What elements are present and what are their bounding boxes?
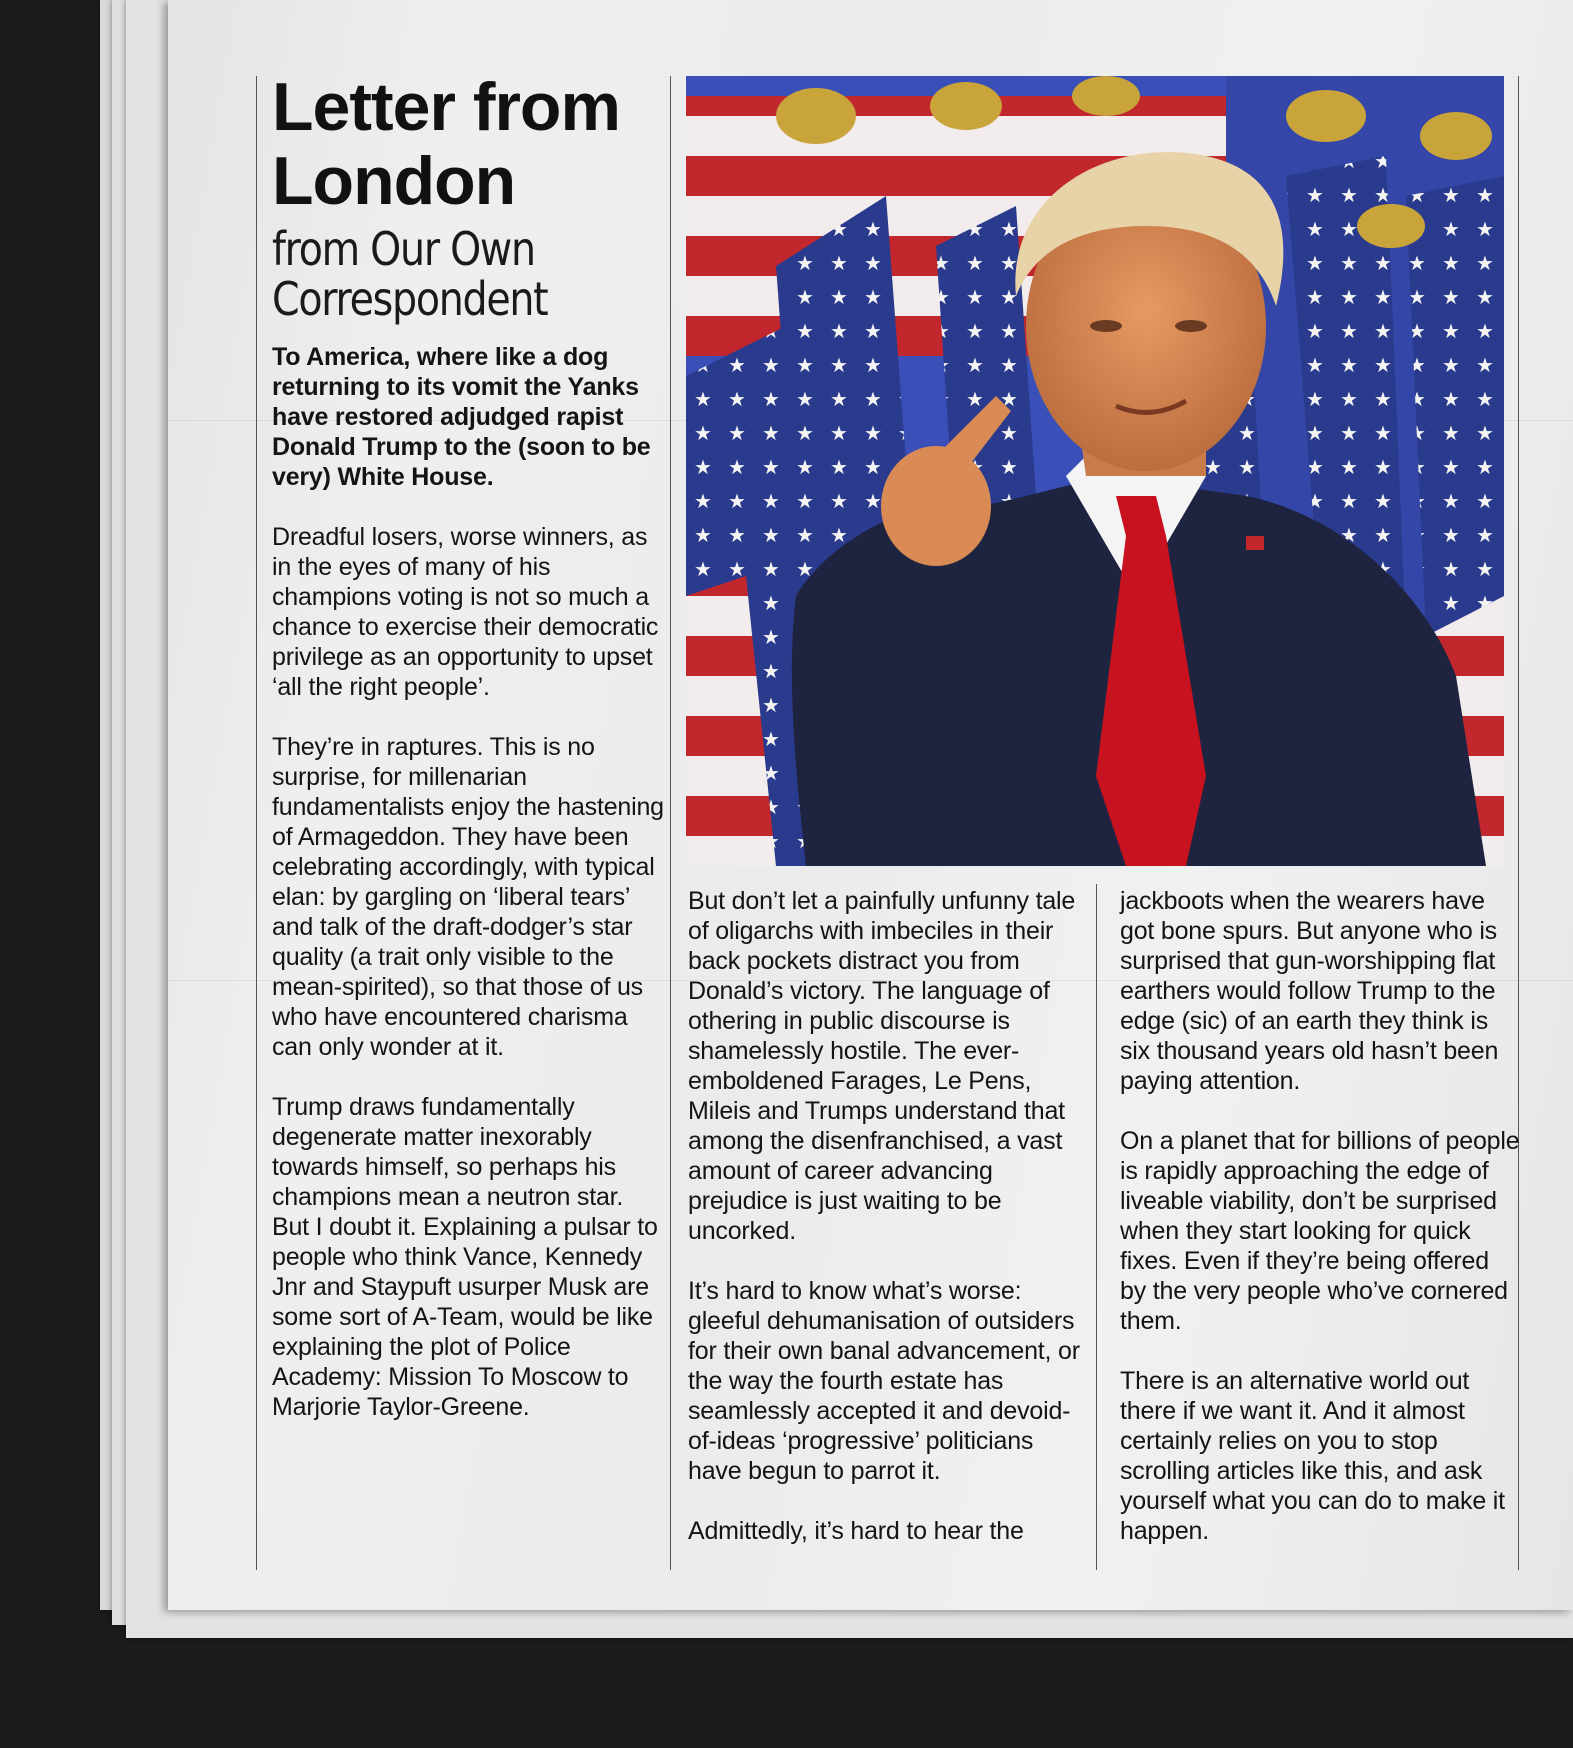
column-rule-2 (1096, 884, 1097, 1570)
body-paragraph: They’re in raptures. This is no surprise, for millenarian fundamentalists enjoy the hastening of Armageddon. They have been celebrating accordingly, with typical elan: by gargling on ‘liberal tears’ and talk of the draft-dodger’s star quality (a trait only visible to the mean-spirited), so that those of us who have encountered charisma can only wonder at it. (272, 733, 664, 1061)
body-paragraph: There is an alternative world out there if we want it. And it almost certainly relies on you to stop scrolling articles like this, and ask yourself what you can do to make it happen. (1120, 1367, 1505, 1545)
body-paragraph: jackboots when the wearers have got bone spurs. But anyone who is surprised that gun-worshipping flat earthers would follow Trump to the edge (sic) of an earth they think is six thousand years old hasn’t been paying attention. (1120, 887, 1499, 1095)
headline (272, 70, 664, 218)
column-rule-1 (670, 76, 671, 1570)
headline-line-2: London (272, 143, 516, 219)
headline-line-1: Letter from (272, 69, 620, 145)
subheadline (272, 224, 668, 324)
body-paragraph: It’s hard to know what’s worse: gleeful dehumanisation of outsiders for their own banal advancement, or the way the fourth estate has seamlessly accepted it and devoid-of-ideas ‘progressive’ politicians have begun to parrot it. (688, 1277, 1080, 1485)
standfirst: To America, where like a dog returning to its vomit the Yanks have restored adjudged rapist Donald Trump to the (soon to be very) White House. (272, 343, 651, 491)
body-paragraph: But don’t let a painfully unfunny tale of oligarchs with imbeciles in their back pockets distract you from Donald’s victory. The language of othering in public discourse is shamelessly hostile. The ever-emboldened Farages, Le Pens, Mileis and Trumps understand that among the disenfranchised, a vast amount of career advancing prejudice is just waiting to be uncorked. (688, 887, 1076, 1245)
article-column-1 (272, 70, 664, 1452)
article-column-2 (688, 886, 1088, 1576)
body-paragraph: Trump draws fundamentally degenerate matter inexorably towards himself, so perhaps his champions mean a neutron star. But I doubt it. Explaining a pulsar to people who think Vance, Kennedy Jnr and Staypuft usurper Musk are some sort of A-Team, would be like explaining the plot of Police Academy: Mission To Moscow to Marjorie Taylor-Greene. (272, 1093, 658, 1421)
article-column-3 (1120, 886, 1520, 1576)
body-paragraph: On a planet that for billions of people is rapidly approaching the edge of liveable viability, don’t be surprised when they start looking for quick fixes. Even if they’re being offered by the very people who’ve cornered them. (1120, 1127, 1520, 1335)
column-rule-left (256, 76, 257, 1570)
subhead-line-1: from Our Own (272, 222, 535, 276)
subhead-line-2: Correspondent (272, 272, 548, 326)
body-paragraph: Admittedly, it’s hard to hear the (688, 1517, 1024, 1545)
photo-illustration (686, 76, 1504, 866)
body-paragraph: Dreadful losers, worse winners, as in the eyes of many of his champions voting is not so much a chance to exercise their democratic privilege as an opportunity to upset ‘all the right people’. (272, 523, 659, 701)
article-photo (686, 76, 1504, 866)
